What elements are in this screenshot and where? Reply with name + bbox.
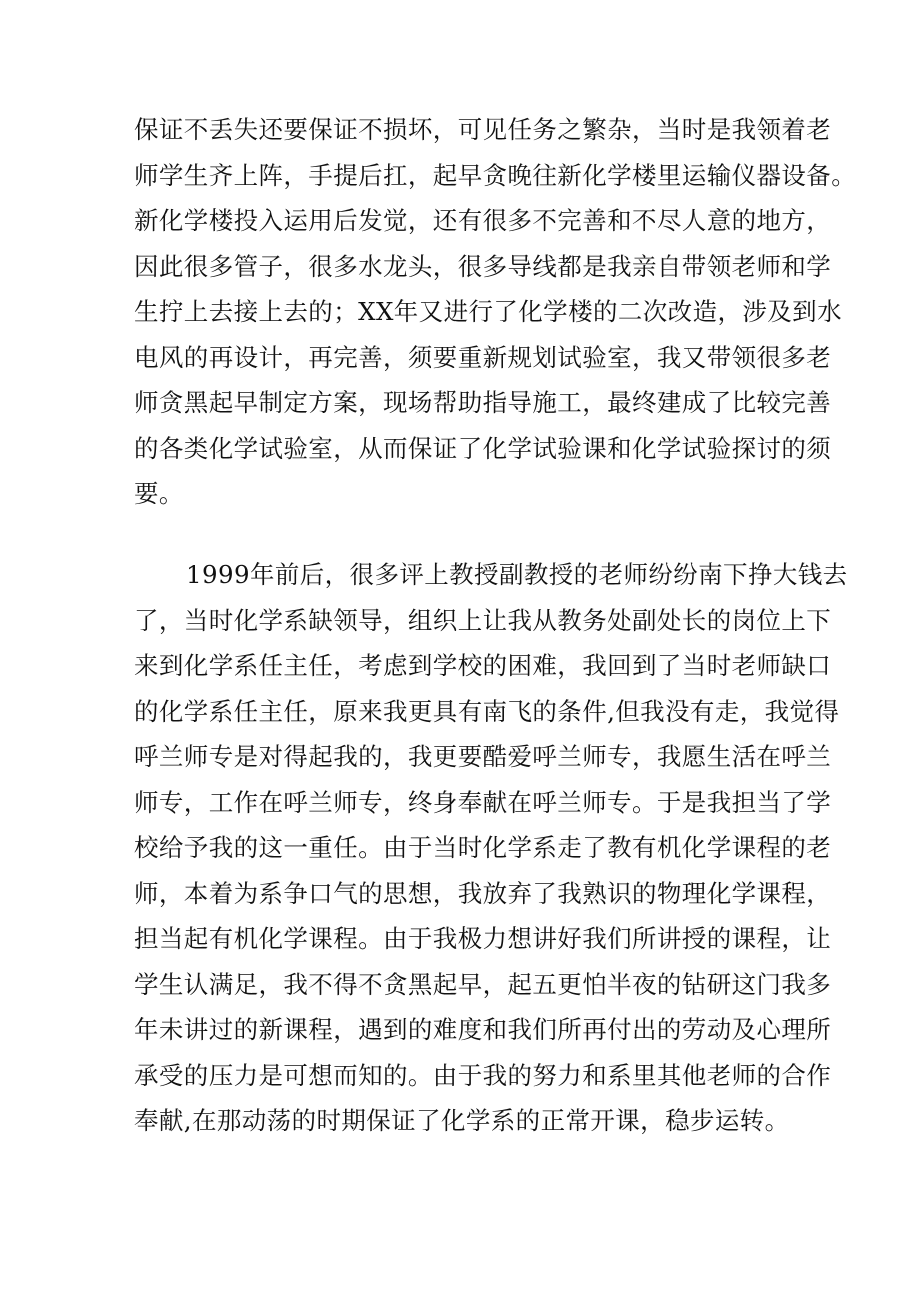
paragraph-line: 生拧上去接上去的；XX年又进行了化学楼的二次改造，涉及到水 — [134, 297, 842, 326]
paragraph-line: 呼兰师专是对得起我的，我更要酷爱呼兰师专，我愿生活在呼兰 — [134, 742, 832, 771]
paragraph-line: 来到化学系任主任，考虑到学校的困难，我回到了当时老师缺口 — [134, 651, 832, 680]
paragraph-line: 电风的再设计，再完善，须要重新规划试验室，我又带领很多老 — [134, 342, 832, 372]
paragraph-2 — [134, 552, 848, 1144]
paragraph-line: 担当起有机化学课程。由于我极力想讲好我们所讲授的课程，让 — [134, 924, 832, 953]
paragraph-line: 学生认满足，我不得不贪黑起早，起五更怕半夜的钻研这门我多 — [134, 969, 832, 999]
paragraph-line: 年未讲过的新课程，遇到的难度和我们所再付出的劳动及心理所 — [134, 1015, 832, 1044]
paragraph-line: 要。 — [134, 479, 184, 508]
paragraph-1 — [134, 107, 857, 517]
paragraph-line: 师学生齐上阵，手提后扛，起早贪晚往新化学楼里运输仪器设备。 — [134, 160, 857, 190]
paragraph-line: 的化学系任主任，原来我更具有南飞的条件,但我没有走，我觉得 — [134, 696, 840, 726]
paragraph-line: 新化学楼投入运用后发觉，还有很多不完善和不尽人意的地方， — [134, 206, 832, 235]
paragraph-line: 师贪黑起早制定方案，现场帮助指导施工，最终建成了比较完善 — [134, 388, 832, 417]
paragraph-line: 因此很多管子，很多水龙头，很多导线都是我亲自带领老师和学 — [134, 251, 832, 281]
paragraph-line: 了，当时化学系缺领导，组织上让我从教务处副处长的岗位上下 — [134, 605, 832, 635]
paragraph-line: 校给予我的这一重任。由于当时化学系走了教有机化学课程的老 — [134, 833, 832, 862]
paragraph-line: 1999年前后，很多评上教授副教授的老师纷纷南下挣大钱去 — [186, 560, 848, 589]
paragraph-line: 师专，工作在呼兰师专，终身奉献在呼兰师专。于是我担当了学 — [134, 787, 832, 817]
paragraph-line: 的各类化学试验室，从而保证了化学试验课和化学试验探讨的须 — [134, 433, 832, 463]
paragraph-line: 奉献,在那动荡的时期保证了化学系的正常开课，稳步运转。 — [134, 1106, 790, 1135]
paragraph-line: 师，本着为系争口气的思想，我放弃了我熟识的物理化学课程， — [134, 878, 832, 908]
paragraph-line: 保证不丢失还要保证不损坏，可见任务之繁杂，当时是我领着老 — [134, 115, 832, 144]
paragraph-line: 承受的压力是可想而知的。由于我的努力和系里其他老师的合作 — [134, 1060, 832, 1090]
